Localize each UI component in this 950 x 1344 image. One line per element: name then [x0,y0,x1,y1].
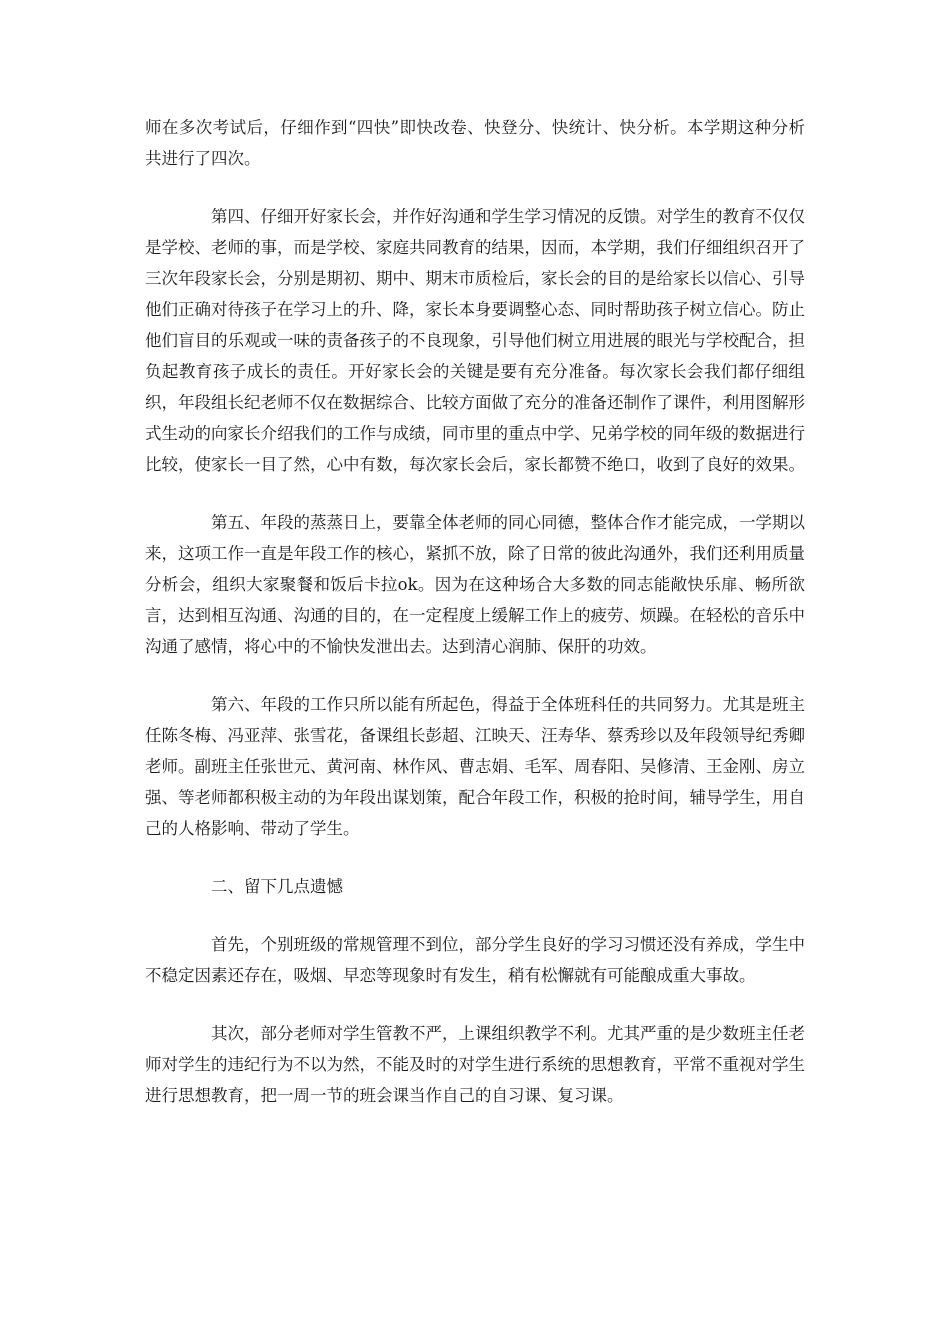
paragraph-teamwork: 第五、年段的蒸蒸日上，要靠全体老师的同心同德，整体合作才能完成，一学期以来，这项工作一直是年段工作的核心，紧抓不放，除了日常的彼此沟通外，我们还利用质量分析会，组织大家聚餐和饭后卡拉ok。因为在这种场合大多数的同志能敞快乐扉、畅所欲言，达到相互沟通、沟通的目的，在一定程度上缓解工作上的疲劳、烦躁。在轻松的音乐中沟通了感情，将心中的不愉快发泄出去。达到清心润肺、保肝的功效。 [145,513,805,656]
paragraph-parent-meetings: 第四、仔细开好家长会，并作好沟通和学生学习情况的反馈。对学生的教育不仅仅是学校、老师的事，而是学校、家庭共同教育的结果，因而，本学期，我们仔细组织召开了三次年段家长会，分别是期初、期中、期末市质检后，家长会的目的是给家长以信心、引导他们正确对待孩子在学习上的升、降，家长本身要调整心态、同时帮助孩子树立信心。防止他们盲目的乐观或一味的责备孩子的不良现象，引导他们树立用进展的眼光与学校配合，担负起教育孩子成长的责任。开好家长会的关键是要有充分准备。每次家长会我们都仔细组织，年段组长纪老师不仅在数据综合、比较方面做了充分的准备还制作了课件，利用图解形式生动的向家长介绍我们的工作与成绩，同市里的重点中学、兄弟学校的同年级的数据进行比较，使家长一目了然，心中有数，每次家长会后，家长都赞不绝口，收到了良好的效果。 [145,207,805,474]
section-heading-regrets: 二、留下几点遗憾 [211,877,343,896]
paragraph-continuation: 师在多次考试后，仔细作到“四快”即快改卷、快登分、快统计、快分析。本学期这种分析共进行了四次。 [145,118,805,168]
paragraph-second-regret: 其次，部分老师对学生管教不严，上课组织教学不利。尤其严重的是少数班主任老师对学生的违纪行为不以为然，不能及时的对学生进行系统的思想教育，平常不重视对学生进行思想教育，把一周一节的班会课当作自己的自习课、复习课。 [145,1024,805,1105]
document-page [145,112,805,1111]
paragraph-acknowledgements: 第六、年段的工作只所以能有所起色，得益于全体班科任的共同努力。尤其是班主任陈冬梅、冯亚萍、张雪花，备课组长彭超、江映天、汪寿华、蔡秀珍以及年段领导纪秀卿老师。副班主任张世元、黄河南、林作风、曹志娟、毛军、周春阳、吴修清、王金刚、房立强、等老师都积极主动的为年段出谋划策，配合年段工作，积极的抢时间，辅导学生，用自己的人格影响、带动了学生。 [145,695,805,838]
paragraph-first-regret: 首先，个别班级的常规管理不到位，部分学生良好的学习习惯还没有养成，学生中不稳定因素还存在，吸烟、早恋等现象时有发生，稍有松懈就有可能酿成重大事故。 [145,935,805,985]
